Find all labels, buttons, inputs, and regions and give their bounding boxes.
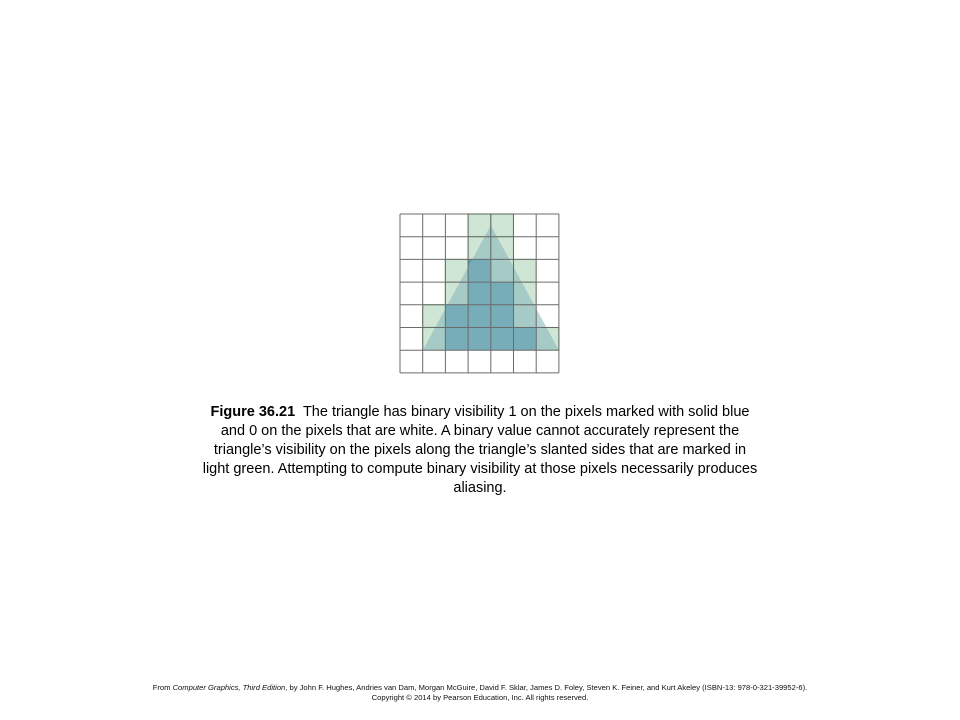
pixel-cell-white xyxy=(514,350,537,373)
credit-from: From xyxy=(152,683,173,692)
credit-copyright: Copyright © 2014 by Pearson Education, Inc. All rights reserved. xyxy=(371,693,589,702)
pixel-cell-white xyxy=(423,350,446,373)
pixel-cell-white xyxy=(423,259,446,282)
pixel-cell-white xyxy=(423,214,446,237)
credit-book-title: Computer Graphics, Third Edition xyxy=(172,683,286,692)
pixel-cell-white xyxy=(468,350,491,373)
figure-label: Figure 36.21 xyxy=(210,404,296,420)
pixel-cell-white xyxy=(445,237,468,260)
pixel-cell-white xyxy=(423,237,446,260)
pixel-cell-white xyxy=(536,259,559,282)
caption-text: The triangle has binary visibility 1 on the pixels marked with solid blue and 0 on the pixels that are white. A binary value cannot accurately represent the triangle’s visibility on the pixels along the triangle’s slanted sides that are marked in light green. Attempting to compute binary visibility at those pixels necessarily produces aliasing. xyxy=(202,404,758,496)
pixel-cell-white xyxy=(400,350,423,373)
pixel-cell-white xyxy=(423,282,446,305)
pixel-cell-white xyxy=(536,237,559,260)
pixel-cell-white xyxy=(400,305,423,328)
pixel-cell-white xyxy=(514,214,537,237)
pixel-cell-white xyxy=(536,282,559,305)
pixel-cell-white xyxy=(536,214,559,237)
pixel-cell-white xyxy=(400,214,423,237)
pixel-cell-white xyxy=(445,350,468,373)
pixel-cell-white xyxy=(445,214,468,237)
figure-caption xyxy=(200,403,760,498)
pixel-grid-figure xyxy=(398,212,562,376)
pixel-cell-white xyxy=(491,350,514,373)
pixel-cell-white xyxy=(536,350,559,373)
pixel-cell-white xyxy=(400,328,423,351)
pixel-cell-white xyxy=(514,237,537,260)
credit-authors-isbn: , by John F. Hughes, Andries van Dam, Morgan McGuire, David F. Sklar, James D. Foley, Steven K. Feiner, and Kurt Akeley (ISBN-13: 978-0-321-39952-6). xyxy=(285,683,808,692)
pixel-cell-white xyxy=(400,282,423,305)
source-credit xyxy=(40,683,920,703)
pixel-cell-white xyxy=(400,259,423,282)
pixel-cell-white xyxy=(400,237,423,260)
